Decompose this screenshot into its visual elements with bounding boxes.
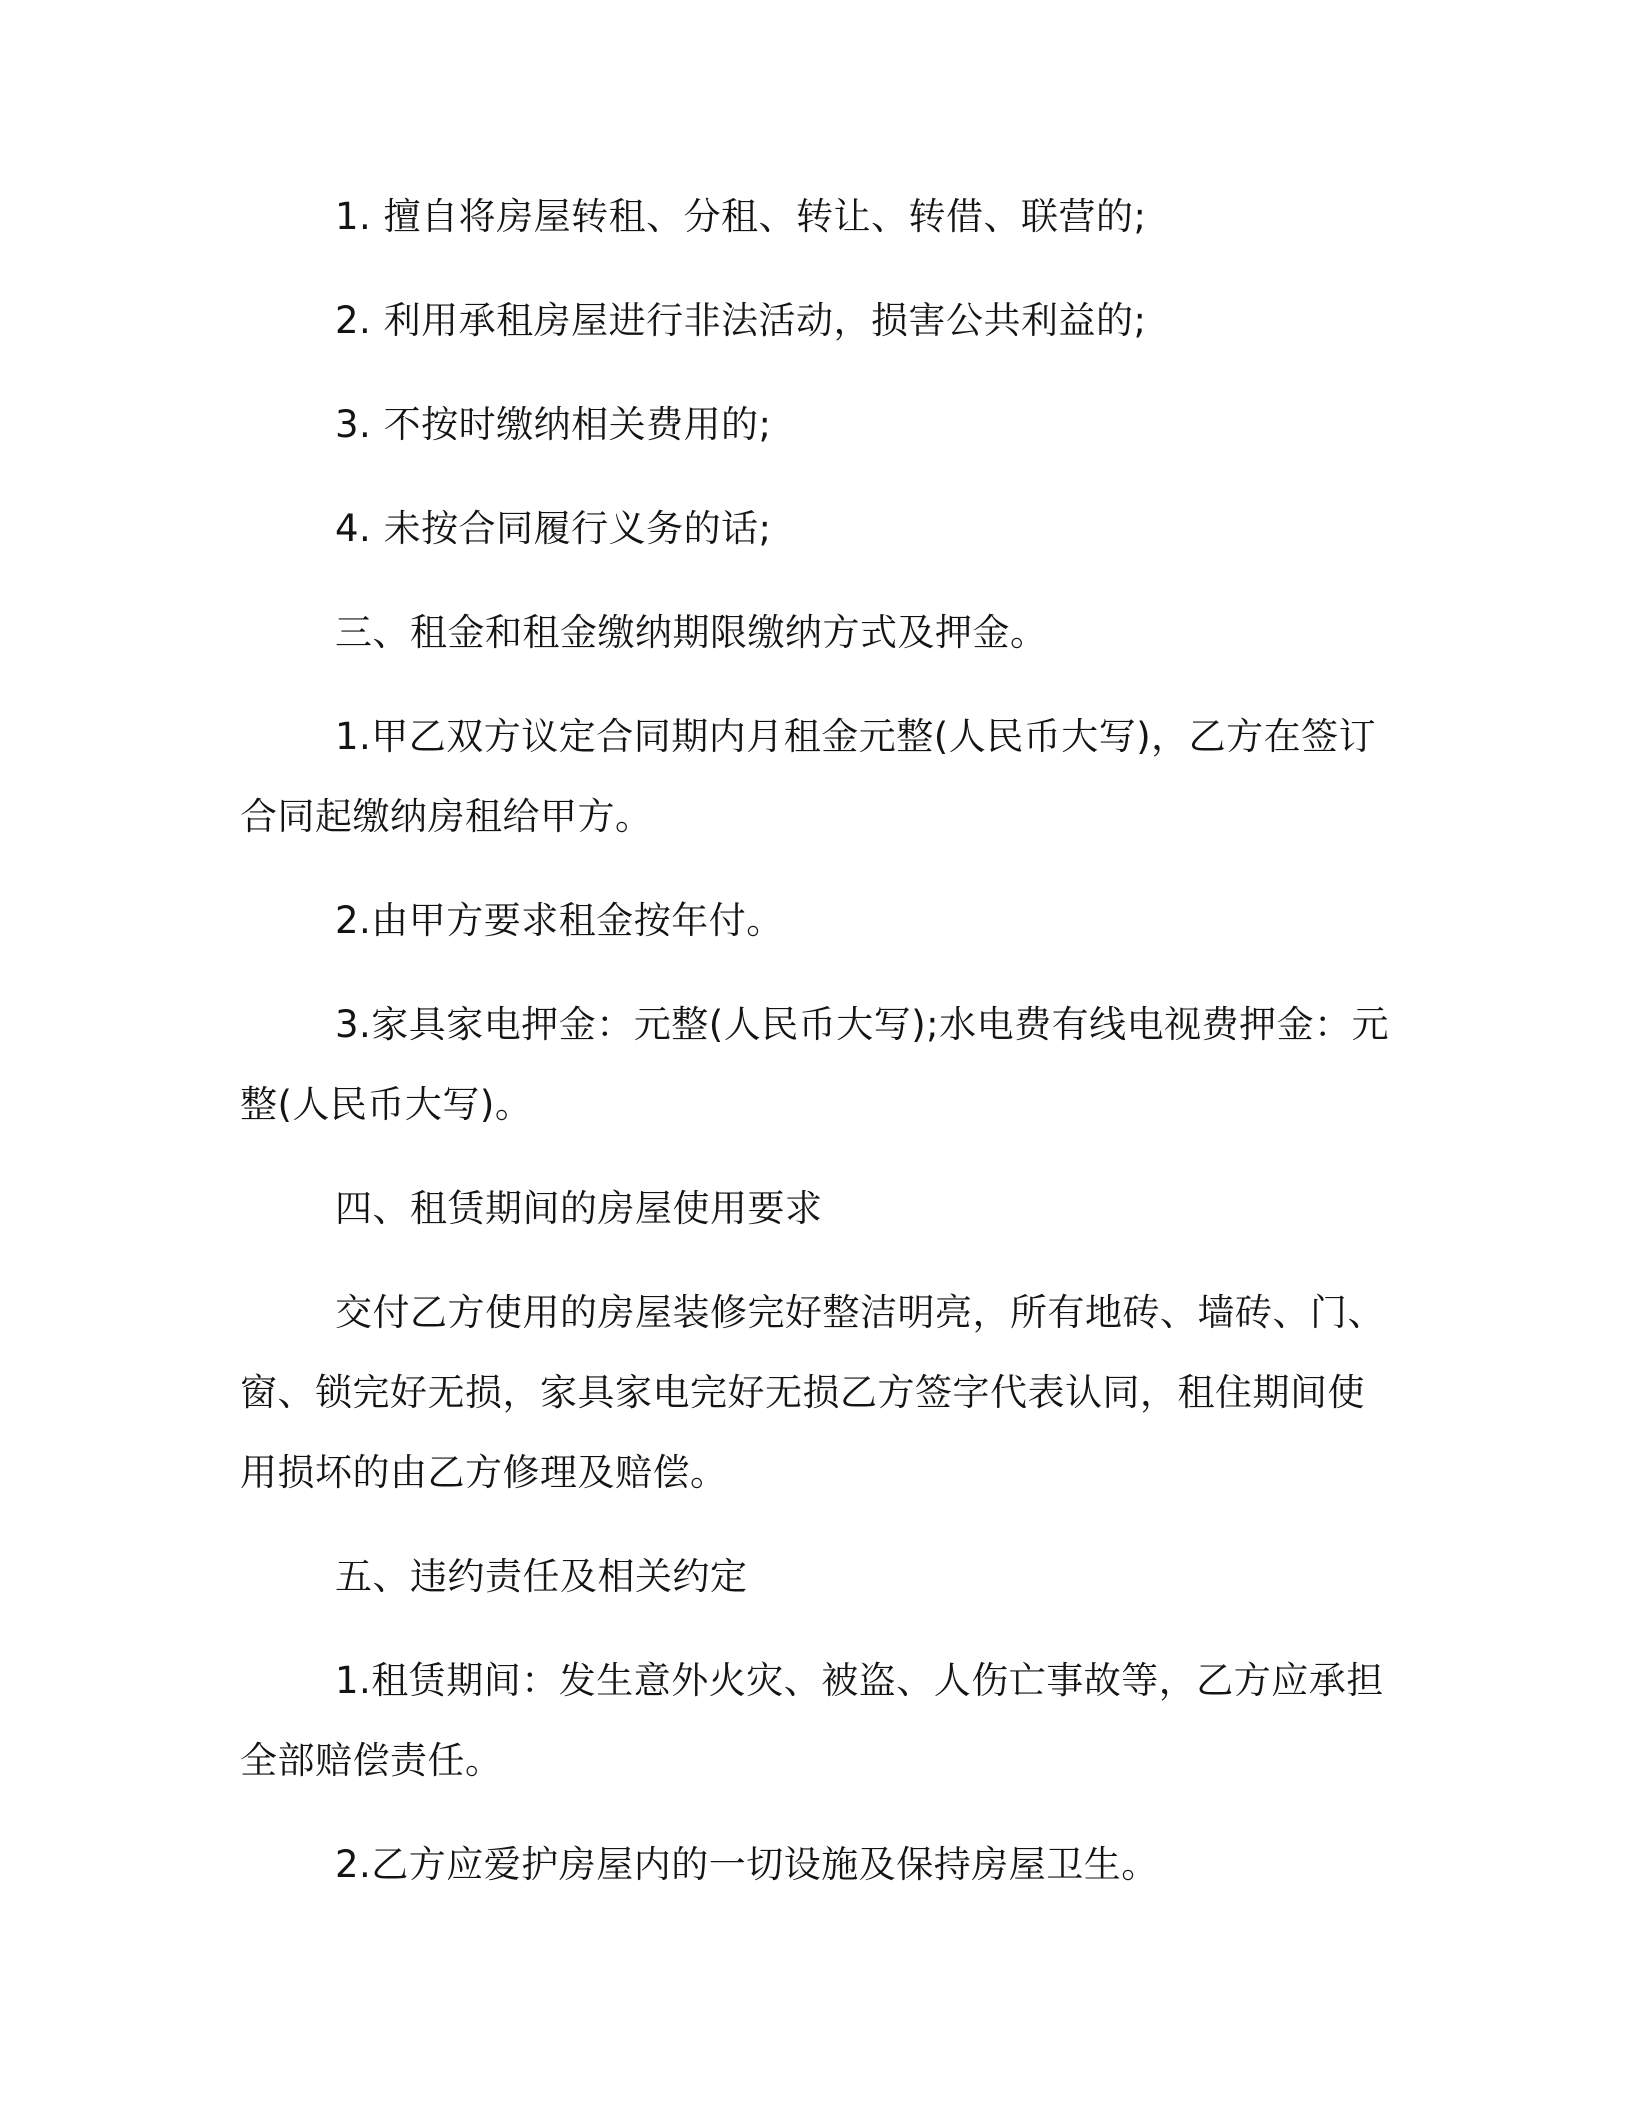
section-4-heading: [240, 1169, 1380, 1249]
rent-clause-1: [240, 697, 1380, 857]
text-line: 3. 不按时缴纳相关费用的;: [335, 403, 772, 446]
clause-2-illegal-use: [240, 281, 1380, 361]
liability-clause-1: [240, 1641, 1384, 1801]
text-line: 整(人民币大写)。: [240, 1083, 533, 1126]
rent-clause-2: [240, 881, 1380, 961]
rent-clause-3-deposit: [240, 985, 1390, 1145]
text-line: 1.甲乙双方议定合同期内月租金元整(人民币大写)，乙方在签订: [335, 715, 1377, 758]
text-line: 4. 未按合同履行义务的话;: [335, 507, 772, 550]
text-line: 3.家具家电押金：元整(人民币大写);水电费有线电视费押金：元: [335, 1003, 1390, 1046]
section-5-heading: [240, 1537, 1380, 1617]
liability-clause-2: [240, 1825, 1380, 1905]
text-line: 2.乙方应爱护房屋内的一切设施及保持房屋卫生。: [335, 1843, 1159, 1886]
clause-1-sublet: [240, 177, 1380, 257]
text-line: 1. 擅自将房屋转租、分租、转让、转借、联营的;: [335, 195, 1147, 238]
usage-requirements-paragraph: [240, 1273, 1385, 1513]
text-line: 交付乙方使用的房屋装修完好整洁明亮，所有地砖、墙砖、门、: [335, 1291, 1385, 1334]
text-line: 2.由甲方要求租金按年付。: [335, 899, 784, 942]
text-line: 用损坏的由乙方修理及赔偿。: [240, 1451, 728, 1494]
text-line: 窗、锁完好无损，家具家电完好无损乙方签字代表认同，租住期间使: [240, 1371, 1365, 1414]
text-line: 全部赔偿责任。: [240, 1739, 503, 1782]
section-heading: 四、租赁期间的房屋使用要求: [335, 1187, 823, 1230]
section-heading: 三、租金和租金缴纳期限缴纳方式及押金。: [335, 611, 1048, 654]
clause-3-late-fees: [240, 385, 1380, 465]
text-line: 2. 利用承租房屋进行非法活动，损害公共利益的;: [335, 299, 1147, 342]
section-heading: 五、违约责任及相关约定: [335, 1555, 748, 1598]
clause-4-contract-breach: [240, 489, 1380, 569]
text-line: 合同起缴纳房租给甲方。: [240, 795, 653, 838]
section-3-heading: [240, 593, 1380, 673]
text-line: 1.租赁期间：发生意外火灾、被盗、人伤亡事故等，乙方应承担: [335, 1659, 1384, 1702]
